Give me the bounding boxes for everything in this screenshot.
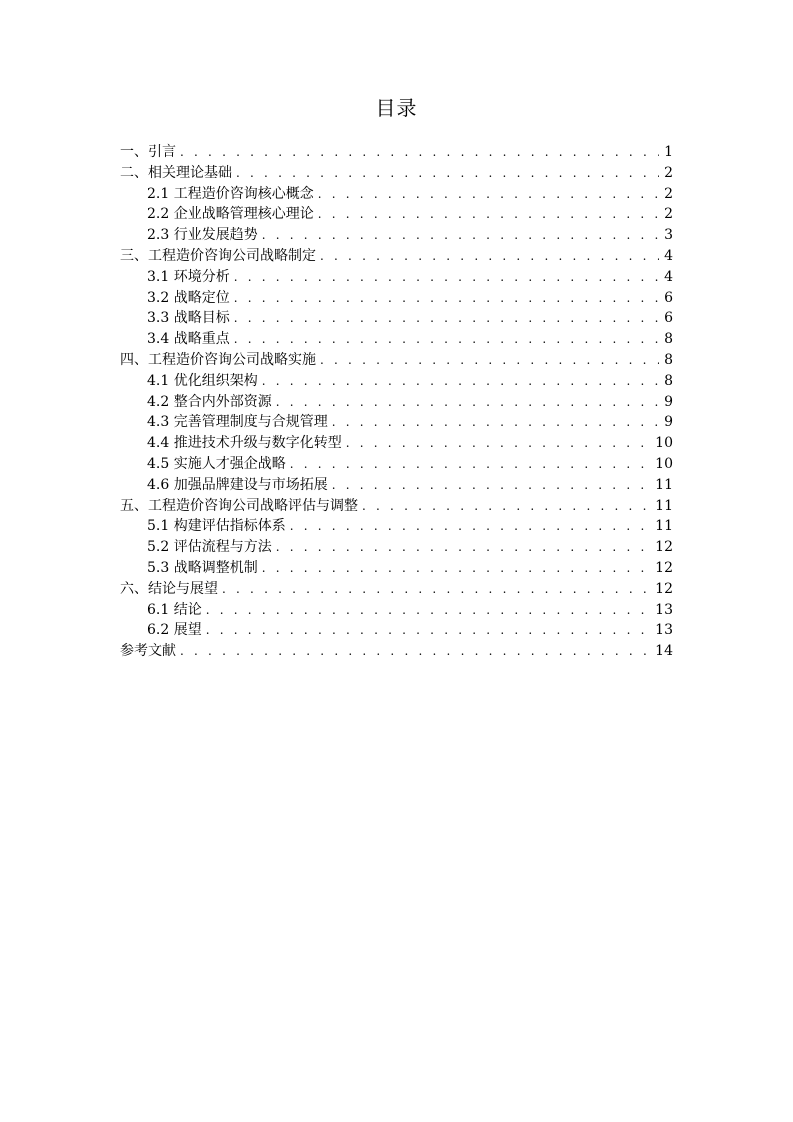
toc-entry-page-number: 9 xyxy=(664,393,673,410)
toc-entry-page-number: 12 xyxy=(655,539,673,556)
toc-entry[interactable] xyxy=(120,308,673,329)
toc-dot-leader xyxy=(262,371,659,392)
toc-entry-page-number: 10 xyxy=(655,455,673,472)
toc-entry-page-number: 3 xyxy=(664,227,673,244)
toc-entry-label: 一、引言 xyxy=(120,144,176,160)
toc-entry-label: 五、工程造价咨询公司战略评估与调整 xyxy=(120,497,358,514)
toc-dot-leader xyxy=(236,163,659,184)
toc-entry-label: 2.3 行业发展趋势 xyxy=(147,227,258,244)
toc-entry[interactable] xyxy=(120,392,673,413)
toc-entry-label: 6.2 展望 xyxy=(147,622,202,639)
toc-entry[interactable] xyxy=(120,433,673,454)
toc-entry-page-number: 13 xyxy=(655,601,673,618)
toc-dot-leader xyxy=(180,641,651,662)
toc-dot-leader xyxy=(206,600,651,621)
toc-dot-leader xyxy=(206,620,651,641)
toc-entry[interactable] xyxy=(120,620,673,641)
toc-entry-label: 4.5 实施人才强企战略 xyxy=(147,455,286,472)
toc-dot-leader xyxy=(320,246,659,267)
toc-entry-label: 二、相关理论基础 xyxy=(120,164,232,181)
toc-dot-leader xyxy=(234,288,659,309)
toc-entry-page-number: 11 xyxy=(655,497,673,514)
toc-dot-leader xyxy=(180,142,659,163)
toc-entry-page-number: 10 xyxy=(655,435,673,452)
toc-entry[interactable] xyxy=(120,454,673,475)
table-of-contents xyxy=(120,142,673,662)
toc-dot-leader xyxy=(318,184,659,205)
toc-entry[interactable] xyxy=(120,163,673,184)
toc-dot-leader xyxy=(332,475,651,496)
toc-entry-label: 5.2 评估流程与方法 xyxy=(147,539,272,556)
toc-entry-label: 4.1 优化组织架构 xyxy=(147,372,258,389)
toc-entry-label: 3.3 战略目标 xyxy=(147,310,230,327)
toc-dot-leader xyxy=(222,579,651,600)
toc-entry-label: 5.1 构建评估指标体系 xyxy=(147,518,286,535)
toc-entry-label: 三、工程造价咨询公司战略制定 xyxy=(120,247,316,264)
toc-dot-leader xyxy=(234,308,659,329)
toc-dot-leader xyxy=(332,412,659,433)
toc-entry-page-number: 8 xyxy=(664,351,673,368)
toc-entry[interactable] xyxy=(120,641,673,662)
toc-entry-page-number: 4 xyxy=(664,247,673,264)
toc-dot-leader xyxy=(346,433,651,454)
toc-entry-page-number: 11 xyxy=(655,476,673,493)
toc-dot-leader xyxy=(290,516,651,537)
toc-entry-label: 2.1 工程造价咨询核心概念 xyxy=(147,185,314,202)
toc-entry-label: 3.2 战略定位 xyxy=(147,289,230,306)
toc-dot-leader xyxy=(290,454,651,475)
toc-entry[interactable] xyxy=(120,496,673,517)
toc-dot-leader xyxy=(318,204,659,225)
toc-entry[interactable] xyxy=(120,246,673,267)
toc-dot-leader xyxy=(276,537,651,558)
toc-entry[interactable] xyxy=(120,412,673,433)
toc-entry-label: 2.2 企业战略管理核心理论 xyxy=(147,206,314,223)
toc-entry-page-number: 2 xyxy=(664,185,673,202)
toc-entry-page-number: 6 xyxy=(664,289,673,306)
toc-entry-page-number: 6 xyxy=(664,310,673,327)
toc-dot-leader xyxy=(262,225,659,246)
toc-entry-label: 5.3 战略调整机制 xyxy=(147,559,258,576)
toc-entry-page-number: 1 xyxy=(664,144,673,160)
toc-entry[interactable] xyxy=(120,600,673,621)
toc-dot-leader xyxy=(234,267,659,288)
toc-entry[interactable] xyxy=(120,475,673,496)
toc-dot-leader xyxy=(276,392,659,413)
toc-dot-leader xyxy=(262,558,651,579)
toc-entry[interactable] xyxy=(120,558,673,579)
toc-entry-page-number: 12 xyxy=(655,580,673,597)
toc-entry-page-number: 8 xyxy=(664,331,673,348)
toc-entry-label: 六、结论与展望 xyxy=(120,580,218,597)
toc-entry-page-number: 13 xyxy=(655,622,673,639)
toc-dot-leader xyxy=(362,496,651,517)
toc-entry-label: 3.4 战略重点 xyxy=(147,331,230,348)
toc-entry-label: 3.1 环境分析 xyxy=(147,268,230,285)
toc-entry-page-number: 12 xyxy=(655,559,673,576)
toc-entry-label: 4.6 加强品牌建设与市场拓展 xyxy=(147,476,328,493)
toc-entry-page-number: 2 xyxy=(664,206,673,223)
toc-entry[interactable] xyxy=(120,225,673,246)
toc-entry-page-number: 4 xyxy=(664,268,673,285)
toc-entry[interactable] xyxy=(120,204,673,225)
toc-entry[interactable] xyxy=(120,350,673,371)
toc-entry-label: 参考文献 xyxy=(120,643,176,660)
toc-entry-label: 4.3 完善管理制度与合规管理 xyxy=(147,414,328,431)
toc-entry[interactable] xyxy=(120,267,673,288)
toc-entry[interactable] xyxy=(120,288,673,309)
toc-title: 目录 xyxy=(375,96,418,120)
toc-entry-page-number: 8 xyxy=(664,372,673,389)
toc-entry[interactable] xyxy=(120,516,673,537)
toc-entry-label: 4.2 整合内外部资源 xyxy=(147,393,272,410)
toc-dot-leader xyxy=(234,329,659,350)
toc-entry[interactable] xyxy=(120,537,673,558)
toc-entry[interactable] xyxy=(120,184,673,205)
toc-entry-label: 4.4 推进技术升级与数字化转型 xyxy=(147,435,342,452)
toc-entry[interactable] xyxy=(120,329,673,350)
toc-dot-leader xyxy=(320,350,659,371)
toc-entry[interactable] xyxy=(120,579,673,600)
toc-entry-label: 6.1 结论 xyxy=(147,601,202,618)
toc-entry-page-number: 14 xyxy=(655,643,673,660)
toc-entry-page-number: 11 xyxy=(655,518,673,535)
toc-entry[interactable] xyxy=(120,371,673,392)
toc-entry-label: 四、工程造价咨询公司战略实施 xyxy=(120,351,316,368)
toc-entry[interactable] xyxy=(120,142,673,163)
toc-entry-page-number: 2 xyxy=(664,164,673,181)
toc-entry-page-number: 9 xyxy=(664,414,673,431)
